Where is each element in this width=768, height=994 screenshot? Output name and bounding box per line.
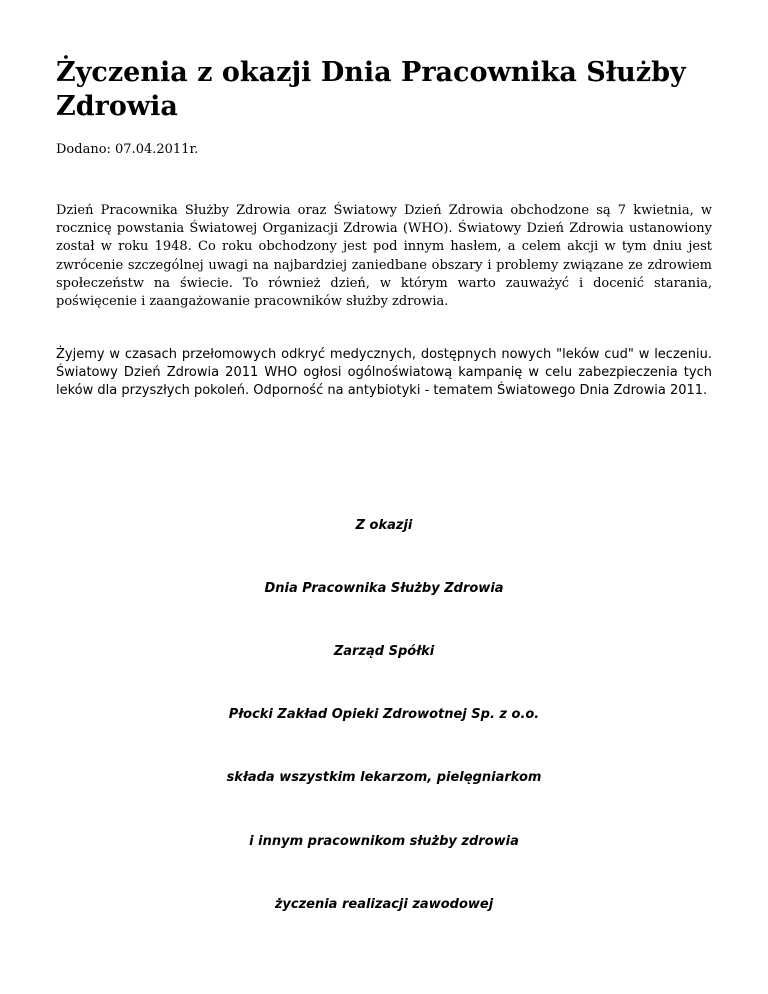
date-added: Dodano: 07.04.2011r. (56, 142, 199, 157)
page-title: Życzenia z okazji Dnia Pracownika Służby Zdrowia (56, 57, 686, 122)
wish-line: Zarząd Spółki (333, 644, 435, 659)
article-paragraph: Dzień Pracownika Służby Zdrowia oraz Światowy Dzień Zdrowia obchodzone są 7 kwietnia, w rocznicę powstania Światowej Organizacji Zdrowia (WHO). Światowy Dzień Zdrowia ustanowiony został w roku 1948. Co roku obchodzony jest pod innym hasłem, a celem akcji w tym dniu jest zwrócenie szczególnej uwagi na najbardziej zaniedbane obszary i problemy związane ze zdrowiem społeczeństw na świecie. To również dzień, w którym warto zauważyć i docenić starania, poświęcenie i zaangażowanie pracowników służby zdrowia. (56, 203, 712, 310)
wish-line: i innym pracownikom służby zdrowia (249, 834, 519, 849)
wish-line: Z okazji (355, 518, 413, 533)
article-paragraph: Żyjemy w czasach przełomowych odkryć medycznych, dostępnych nowych "leków cud" w leczeniu. Światowy Dzień Zdrowia 2011 WHO ogłosi ogólnoświatową kampanię w celu zabezpieczenia tych leków dla przyszłych pokoleń. Odporność na antybiotyki - tematem Światowego Dnia Zdrowia 2011. (56, 347, 712, 399)
wish-line: składa wszystkim lekarzom, pielęgniarkom (226, 770, 542, 785)
wish-line: Płocki Zakład Opieki Zdrowotnej Sp. z o.o. (228, 707, 540, 722)
wish-line: życzenia realizacji zawodowej (274, 897, 494, 912)
wish-line: Dnia Pracownika Służby Zdrowia (264, 581, 504, 596)
